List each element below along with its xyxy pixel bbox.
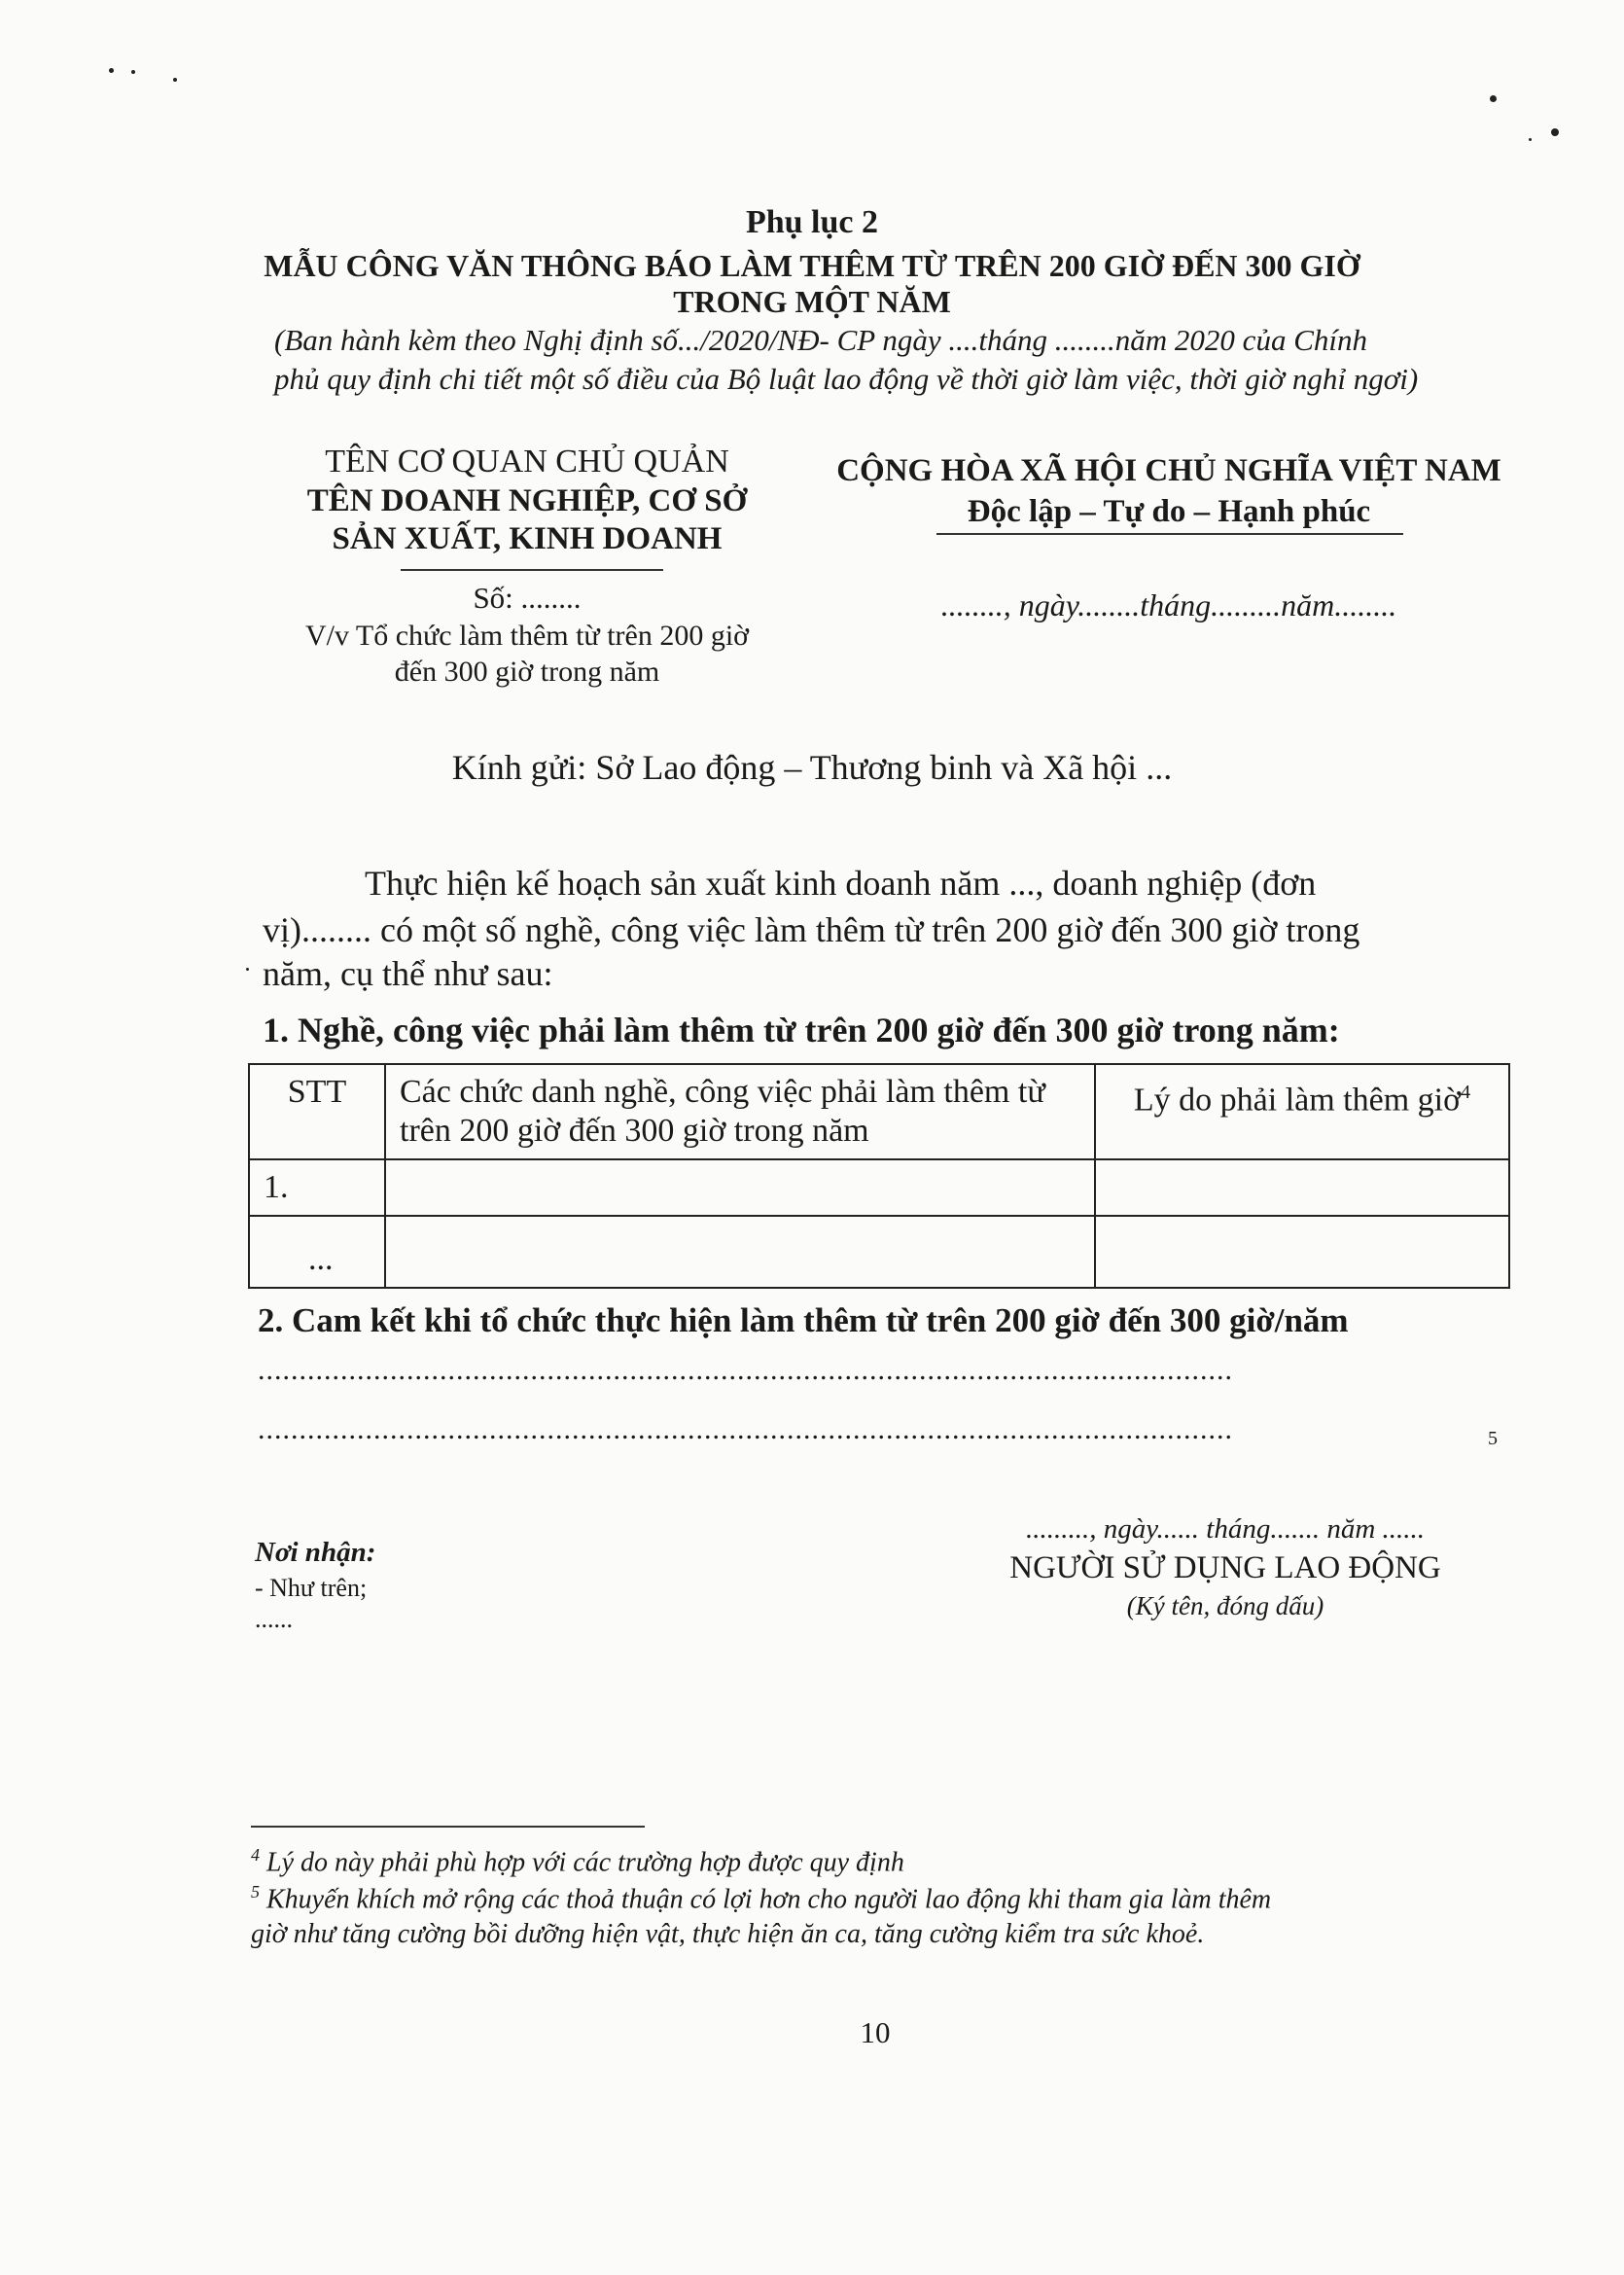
row-number: 1. bbox=[264, 1169, 289, 1205]
scan-speck bbox=[173, 78, 177, 82]
signature-date: ........., ngày...... tháng....... năm ...... bbox=[1025, 1513, 1426, 1545]
page-number: 10 bbox=[860, 2015, 891, 2049]
scan-speck bbox=[1529, 138, 1532, 141]
table-cell bbox=[1095, 1216, 1509, 1288]
document-title-line2: TRONG MỘT NĂM bbox=[673, 284, 951, 319]
company-name-line2: SẢN XUẤT, KINH DOANH bbox=[332, 521, 723, 556]
scan-speck bbox=[246, 968, 249, 971]
scan-speck bbox=[1490, 95, 1497, 102]
table-cell bbox=[249, 1216, 385, 1288]
footnote-5-number: 5 bbox=[251, 1882, 260, 1902]
header-cell-reason bbox=[1095, 1064, 1509, 1159]
country-name: CỘNG HÒA XÃ HỘI CHỦ NGHĨA VIỆT NAM bbox=[836, 453, 1501, 488]
section-1-heading: 1. Nghề, công việc phải làm thêm từ trên 200 giờ đến 300 giờ trong năm: bbox=[263, 1011, 1340, 1049]
recipients-label: Nơi nhận: bbox=[255, 1537, 376, 1568]
table-header-row bbox=[249, 1064, 1509, 1159]
header-job-title: Các chức danh nghề, công việc phải làm thêm từ trên 200 giờ đến 300 giờ trong năm bbox=[400, 1074, 1045, 1149]
header-cell-job bbox=[385, 1064, 1095, 1159]
subject-line2: đến 300 giờ trong năm bbox=[394, 656, 660, 688]
subtitle-line2: phủ quy định chi tiết một số điều của Bộ luật lao động về thời giờ làm việc, thời giờ nghỉ ngơi) bbox=[274, 362, 1419, 396]
recipients-item-1: - Như trên; bbox=[255, 1574, 368, 1602]
subtitle-line1: (Ban hành kèm theo Nghị định số.../2020/NĐ- CP ngày ....tháng ........năm 2020 của Chính bbox=[274, 323, 1367, 357]
footnote-5 bbox=[251, 1882, 1271, 1915]
document-title-line1: MẪU CÔNG VĂN THÔNG BÁO LÀM THÊM TỪ TRÊN 200 GIỜ ĐẾN 300 GIỜ bbox=[264, 248, 1360, 283]
recipients-item-2: ...... bbox=[255, 1605, 293, 1633]
national-motto: Độc lập – Tự do – Hạnh phúc bbox=[967, 494, 1371, 529]
scan-speck bbox=[109, 68, 114, 73]
header-stt: STT bbox=[287, 1074, 347, 1110]
footnote-5-text-line1: Khuyến khích mở rộng các thoả thuận có lợi hơn cho người lao động khi tham gia làm thêm bbox=[266, 1884, 1272, 1915]
commitment-dots-line2: ...................................................................................................................... bbox=[258, 1413, 1233, 1445]
footnote-4-text: Lý do này phải phù hợp với các trường hợp được quy định bbox=[266, 1847, 904, 1878]
overtime-jobs-table bbox=[248, 1063, 1510, 1289]
recipient-line: Kính gửi: Sở Lao động – Thương binh và Xã hội ... bbox=[451, 748, 1173, 787]
scan-speck bbox=[131, 70, 135, 74]
footnote-4-number: 4 bbox=[251, 1845, 260, 1865]
left-header-rule bbox=[401, 569, 663, 571]
signer-title: NGƯỜI SỬ DỤNG LAO ĐỘNG bbox=[1009, 1550, 1441, 1585]
scan-speck bbox=[1551, 128, 1559, 136]
issue-date: ........, ngày........tháng.........năm........ bbox=[940, 587, 1397, 622]
appendix-title: Phụ lục 2 bbox=[745, 204, 879, 240]
company-name-line1: TÊN DOANH NGHIỆP, CƠ SỞ bbox=[306, 483, 748, 518]
signature-note: (Ký tên, đóng dấu) bbox=[1126, 1591, 1324, 1620]
subject-line1: V/v Tổ chức làm thêm từ trên 200 giờ bbox=[304, 620, 750, 652]
body-paragraph-line3: năm, cụ thể như sau: bbox=[263, 954, 553, 993]
table-cell bbox=[385, 1159, 1095, 1216]
table-cell bbox=[385, 1216, 1095, 1288]
body-paragraph-line2: vị)........ có một số nghề, công việc làm thêm từ trên 200 giờ đến 300 giờ trong bbox=[263, 910, 1360, 949]
body-paragraph-line1: Thực hiện kế hoạch sản xuất kinh doanh năm ..., doanh nghiệp (đơn bbox=[365, 864, 1317, 903]
row-number: ... bbox=[308, 1241, 334, 1277]
table-cell bbox=[1095, 1159, 1509, 1216]
footnote-5-line2: giờ như tăng cường bồi dưỡng hiện vật, thực hiện ăn ca, tăng cường kiểm tra sức khoẻ. bbox=[251, 1919, 1205, 1949]
header-reason: Lý do phải làm thêm giờ bbox=[1133, 1082, 1462, 1119]
motto-underline bbox=[936, 533, 1403, 535]
table-row bbox=[249, 1216, 1509, 1288]
footnote-separator bbox=[251, 1826, 645, 1828]
document-number: Số: ........ bbox=[473, 581, 582, 615]
header-cell-stt bbox=[249, 1064, 385, 1159]
footnote-ref-5: 5 bbox=[1488, 1428, 1498, 1449]
footnote-4 bbox=[251, 1845, 904, 1878]
table-row bbox=[249, 1159, 1509, 1216]
table-cell bbox=[249, 1159, 385, 1216]
commitment-dots-line1: ...................................................................................................................... bbox=[258, 1354, 1233, 1386]
footnote-ref-4: 4 bbox=[1461, 1082, 1471, 1103]
section-2-heading: 2. Cam kết khi tổ chức thực hiện làm thêm từ trên 200 giờ đến 300 giờ/năm bbox=[258, 1301, 1349, 1339]
agency-name: TÊN CƠ QUAN CHỦ QUẢN bbox=[325, 444, 729, 480]
